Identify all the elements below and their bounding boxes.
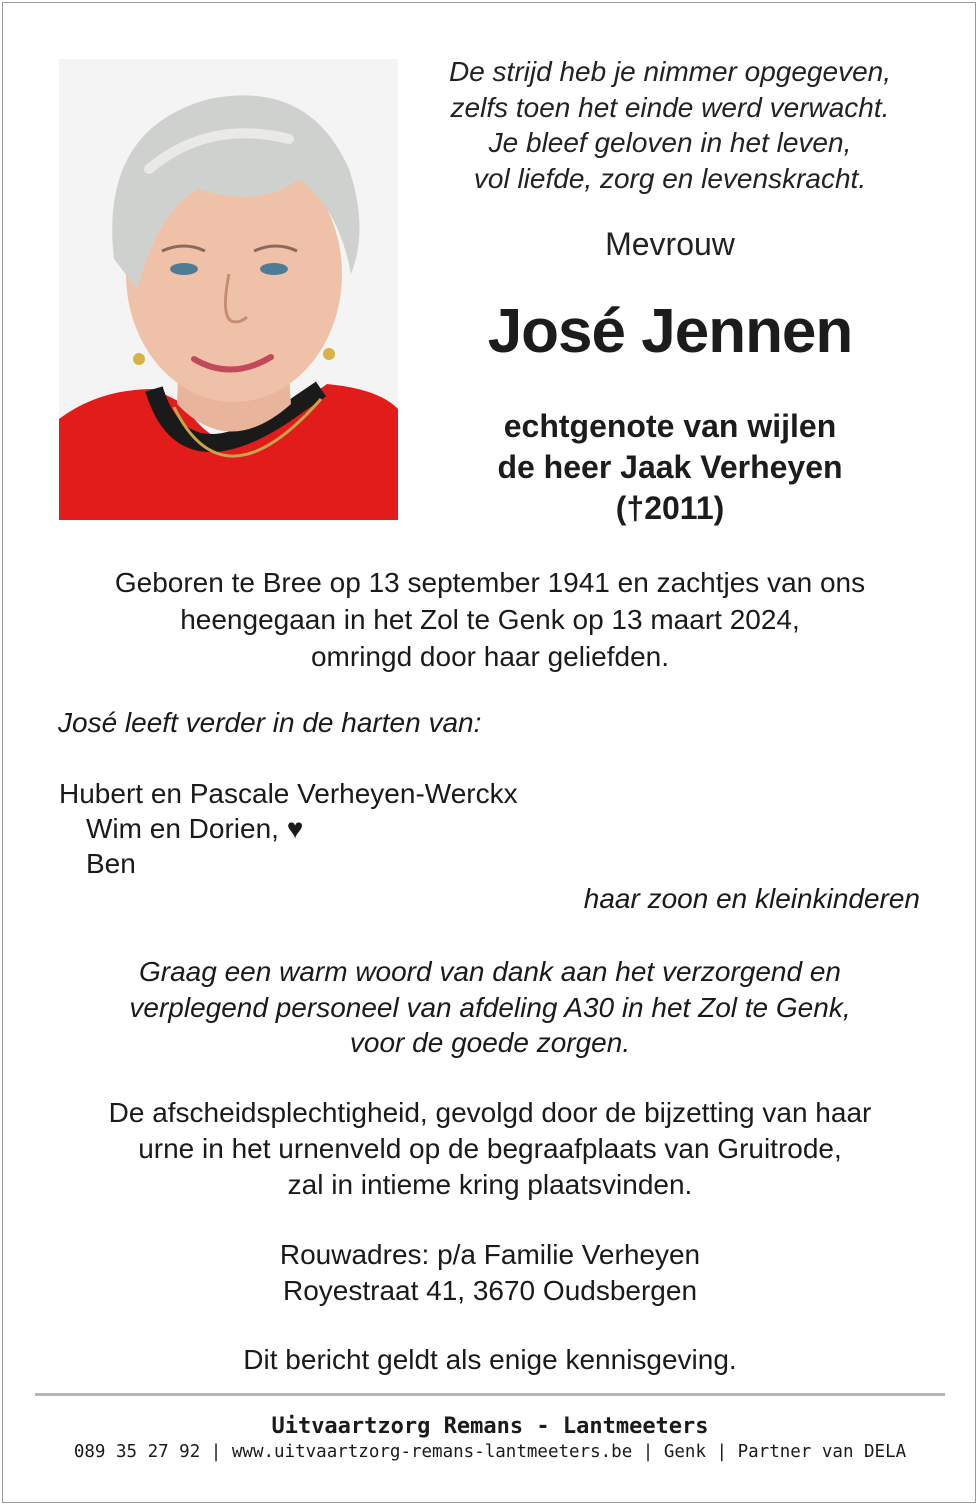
relative-entry: Ben	[86, 848, 136, 879]
salutation: Mevrouw	[605, 226, 735, 262]
relatives-list	[59, 776, 518, 881]
spouse-line: echtgenote van wijlen	[503, 408, 837, 444]
birth-death-line: Geboren te Bree op 13 september 1941 en zachtjes van ons	[114, 567, 866, 598]
ceremony-line: De afscheidsplechtigheid, gevolgd door de bijzetting van haar	[108, 1097, 872, 1128]
poem-line: zelfs toen het einde werd verwacht.	[450, 91, 890, 123]
thanks-line: voor de goede zorgen.	[349, 1027, 631, 1058]
footer-divider	[35, 1393, 945, 1396]
funeral-home-contact: 089 35 27 92 | www.uitvaartzorg-remans-lantmeeters.be | Genk | Partner van DELA	[73, 1442, 907, 1462]
poem-line: De strijd heb je nimmer opgegeven,	[448, 56, 891, 87]
ceremony-line: zal in intieme kring plaatsvinden.	[287, 1169, 693, 1200]
birth-death-line: omringd door haar geliefden.	[310, 641, 669, 672]
ceremony-paragraph	[40, 1095, 940, 1203]
notice-text: Dit bericht geldt als enige kennisgeving.	[243, 1344, 737, 1375]
thanks-line: Graag een warm woord van dank aan het verzorgend en	[139, 956, 841, 987]
ceremony-line: urne in het urnenveld op de begraafplaats van Gruitrode,	[138, 1133, 842, 1164]
poem-verse	[400, 54, 940, 196]
mourning-address	[40, 1237, 940, 1309]
spouse-info	[400, 406, 940, 529]
spouse-line: de heer Jaak Verheyen	[497, 449, 843, 485]
address-line: Royestraat 41, 3670 Oudsbergen	[282, 1275, 698, 1306]
address-line: Rouwadres: p/a Familie Verheyen	[279, 1239, 701, 1270]
birth-death-line: heengegaan in het Zol te Genk op 13 maart 2024,	[180, 604, 800, 635]
poem-line: Je bleef geloven in het leven,	[488, 127, 852, 158]
spouse-line: (†2011)	[615, 490, 725, 526]
portrait-photo	[59, 59, 398, 520]
thanks-line: verplegend personeel van afdeling A30 in het Zol te Genk,	[129, 991, 851, 1023]
relative-entry: Hubert en Pascale Verheyen-Werckx	[59, 778, 518, 809]
thanks-paragraph	[40, 954, 940, 1061]
birth-death-paragraph	[40, 564, 940, 675]
relative-entry: Wim en Dorien, ♥	[86, 813, 304, 844]
lives-on-heading: José leeft verder in de harten van:	[58, 707, 482, 738]
portrait-illustration	[59, 59, 398, 520]
deceased-name: José Jennen	[487, 297, 853, 366]
relation-caption: haar zoon en kleinkinderen	[583, 883, 920, 914]
poem-line: vol liefde, zorg en levenskracht.	[473, 162, 867, 194]
funeral-home-name: Uitvaartzorg Remans - Lantmeeters	[271, 1414, 709, 1439]
